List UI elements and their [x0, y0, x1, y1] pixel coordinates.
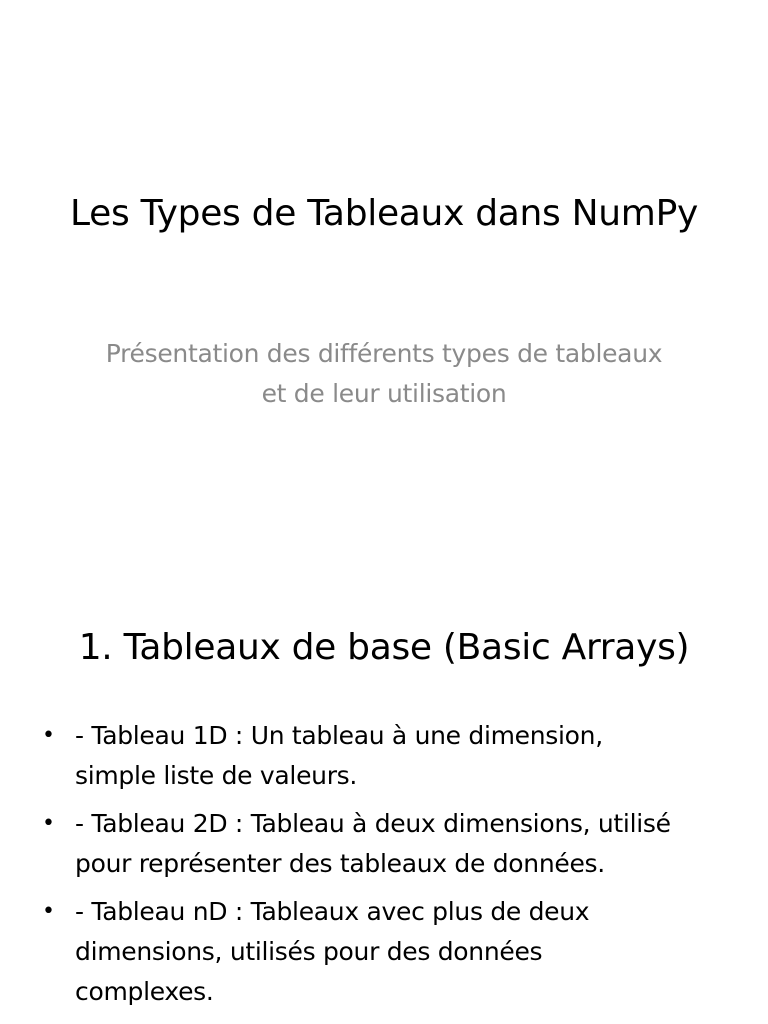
- bullet-item: [40, 892, 680, 1012]
- content-slide: [0, 576, 768, 1024]
- section-heading: 1. Tableaux de base (Basic Arrays): [78, 627, 690, 668]
- slide-title: Les Types de Tableaux dans NumPy: [70, 193, 698, 234]
- bullet-dot-icon: •: [42, 899, 55, 924]
- bullet-text: - Tableau nD : Tableaux avec plus de deux dimensions, utilisés pour des données complexes.: [75, 897, 590, 1006]
- bullet-dot-icon: •: [42, 811, 55, 836]
- bullet-text: - Tableau 2D : Tableau à deux dimensions, utilisé pour représenter des tableaux de données.: [75, 809, 671, 878]
- bullet-item: [40, 716, 680, 796]
- slide-subtitle: Présentation des différents types de tableaux et de leur utilisation: [105, 339, 663, 408]
- bullet-item: [40, 804, 680, 884]
- bullet-list: [40, 716, 680, 1020]
- bullet-text: - Tableau 1D : Un tableau à une dimension, simple liste de valeurs.: [75, 721, 603, 790]
- bullet-dot-icon: •: [42, 723, 55, 748]
